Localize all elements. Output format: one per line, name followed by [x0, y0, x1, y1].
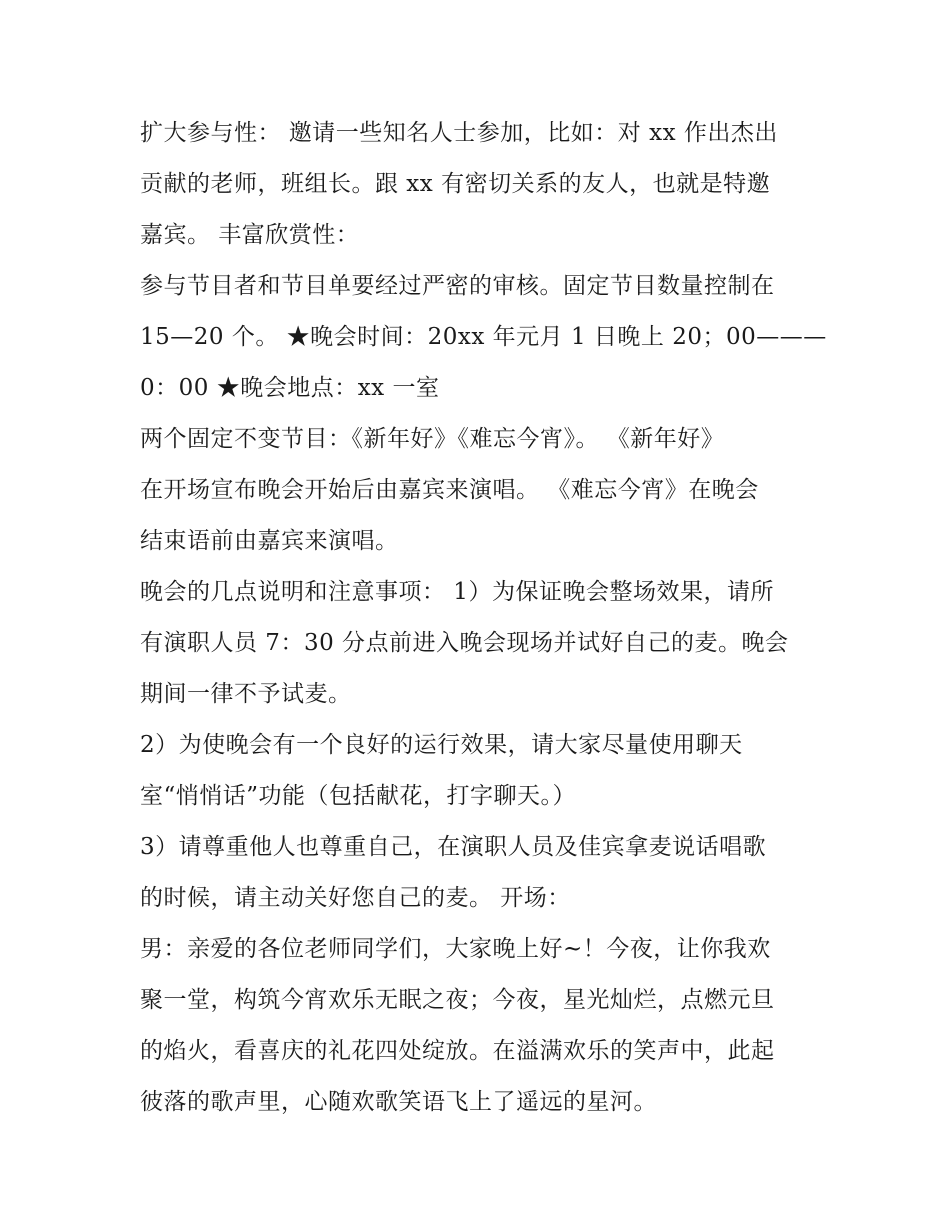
text-line: 晚会的几点说明和注意事项： 1）为保证晚会整场效果，请所 [140, 579, 774, 605]
text-line: 彼落的歌声里，心随欢歌笑语飞上了遥远的星河。 [140, 1089, 657, 1115]
text-line: 结束语前由嘉宾来演唱。 [140, 528, 399, 554]
text-line: 参与节目者和节目单要经过严密的审核。固定节目数量控制在 [140, 273, 775, 299]
text-line: 的焰火，看喜庆的礼花四处绽放。在溢满欢乐的笑声中，此起 [140, 1038, 775, 1064]
text-line: 有演职人员 7：30 分点前进入晚会现场并试好自己的麦。晚会 [140, 630, 789, 656]
text-line: 在开场宣布晚会开始后由嘉宾来演唱。 《难忘今宵》在晚会 [140, 477, 759, 503]
text-line: 男：亲爱的各位老师同学们，大家晚上好~！今夜，让你我欢 [140, 936, 771, 962]
document-body [140, 108, 827, 1128]
text-line: 聚一堂，构筑今宵欢乐无眠之夜；今夜，星光灿烂，点燃元旦 [140, 987, 775, 1013]
text-line: 3）请尊重他人也尊重自己，在演职人员及佳宾拿麦说话唱歌 [140, 834, 767, 860]
text-line: 的时候，请主动关好您自己的麦。 开场： [140, 885, 571, 911]
text-line: 扩大参与性： 邀请一些知名人士参加，比如：对 xx 作出杰出 [140, 120, 778, 146]
text-line: 室“悄悄话”功能（包括献花，打字聊天。） [140, 783, 577, 809]
text-line: 15—20 个。 ★晚会时间：20xx 年元月 1 日晚上 20；00——— [140, 324, 827, 350]
text-line: 0：00 ★晚会地点：xx 一室 [140, 375, 440, 401]
text-line: 嘉宾。 丰富欣赏性： [140, 222, 360, 248]
text-line: 贡献的老师，班组长。跟 xx 有密切关系的友人，也就是特邀 [140, 171, 771, 197]
text-line: 两个固定不变节目：《新年好》《难忘今宵》。 《新年好》 [140, 426, 725, 452]
text-line: 2）为使晚会有一个良好的运行效果，请大家尽量使用聊天 [140, 732, 743, 758]
text-line: 期间一律不予试麦。 [140, 681, 352, 707]
